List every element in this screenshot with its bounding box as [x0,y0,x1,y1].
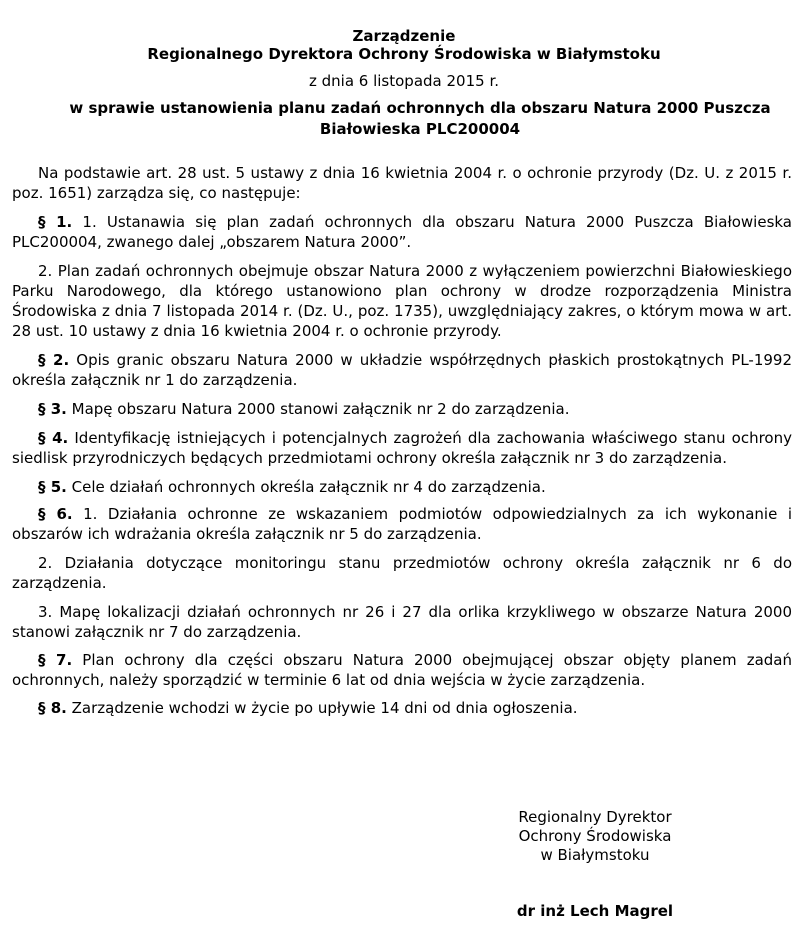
section-5 [12,477,792,497]
section-7 [12,650,792,690]
section-6-text: 1. Działania ochronne ze wskazaniem podmiotów odpowiedzialnych za ich wykonanie i obszarów ich wdrażania określa załącznik nr 5 do zarządzenia. [12,505,793,543]
signatory-block [500,808,690,865]
section-5-text: Cele działań ochronnych określa załącznik nr 4 do zarządzenia. [66,478,546,496]
subject-line-2: Białowieska PLC200004 [319,120,521,138]
section-4-text: Identyfikację istniejących i potencjalnych zagrożeń dla zachowania właściwego stanu ochrony siedlisk przyrodniczych będących przedmiotami ochrony określa załącznik nr 3 do zarządzenia. [12,429,792,467]
section-4 [12,428,792,468]
section-3 [12,399,792,419]
signatory-line-3: w Białymstoku [540,846,650,864]
document-body [12,163,792,718]
signatory-name: dr inż Lech Magrel [516,902,674,920]
document-date: z dnia 6 listopada 2015 r. [308,72,499,90]
section-4-mark: § 4. [38,429,69,447]
issuing-organization: Regionalnego Dyrektora Ochrony Środowiska w Białymstoku [147,45,661,63]
section-1-paragraph-2: 2. Plan zadań ochronnych obejmuje obszar Natura 2000 z wyłączeniem powierzchni Białowieskiego Parku Narodowego, dla którego ustanowiono plan ochrony w drodze rozporządzenia Ministra Środowiska z dnia 7 listopada 2014 r. (Dz. U., poz. 1735), uwzględniający zakres, o którym mowa w art. 28 ust. 10 ustawy z dnia 16 kwietnia 2004 r. o ochronie przyrody. [12,262,792,340]
section-2-mark: § 2. [38,351,70,369]
section-7-mark: § 7. [38,651,73,669]
section-8 [12,698,792,718]
section-1-mark: § 1. [38,213,73,231]
subject-line-1: w sprawie ustanowienia planu zadań ochronnych dla obszaru Natura 2000 Puszcza [69,99,771,117]
signatory-line-1: Regionalny Dyrektor [518,808,672,826]
section-6 [12,504,792,544]
signatory-line-2: Ochrony Środowiska [518,827,672,845]
section-6-paragraph-3: 3. Mapę lokalizacji działań ochronnych nr 26 i 27 dla orlika krzykliwego w obszarze Natura 2000 stanowi załącznik nr 7 do zarządzenia. [12,603,792,641]
section-8-text: Zarządzenie wchodzi w życie po upływie 14 dni od dnia ogłoszenia. [66,699,578,717]
section-1-text: 1. Ustanawia się plan zadań ochronnych dla obszaru Natura 2000 Puszcza Białowieska PLC200004, zwanego dalej „obszarem Natura 2000”. [12,213,793,251]
section-7-text: Plan ochrony dla części obszaru Natura 2000 obejmującej obszar objęty planem zadań ochronnych, należy sporządzić w terminie 6 lat od dnia wejścia w życie zarządzenia. [12,651,793,689]
section-6-paragraph-2: 2. Działania dotyczące monitoringu stanu przedmiotów ochrony określa załącznik nr 6 do zarządzenia. [12,554,792,592]
document-subject [60,98,780,140]
section-1 [12,212,792,252]
section-5-mark: § 5. [38,478,67,496]
section-6-mark: § 6. [38,505,73,523]
preamble: Na podstawie art. 28 ust. 5 ustawy z dnia 16 kwietnia 2004 r. o ochronie przyrody (Dz. U. z 2015 r. poz. 1651) zarządza się, co następuje: [12,164,792,202]
section-3-text: Mapę obszaru Natura 2000 stanowi załącznik nr 2 do zarządzenia. [66,400,570,418]
section-2-text: Opis granic obszaru Natura 2000 w układzie współrzędnych płaskich prostokątnych PL-1992 określa załącznik nr 1 do zarządzenia. [12,351,792,389]
section-2 [12,350,792,390]
document-title: Zarządzenie [352,27,456,45]
section-8-mark: § 8. [38,699,67,717]
section-3-mark: § 3. [38,400,67,418]
